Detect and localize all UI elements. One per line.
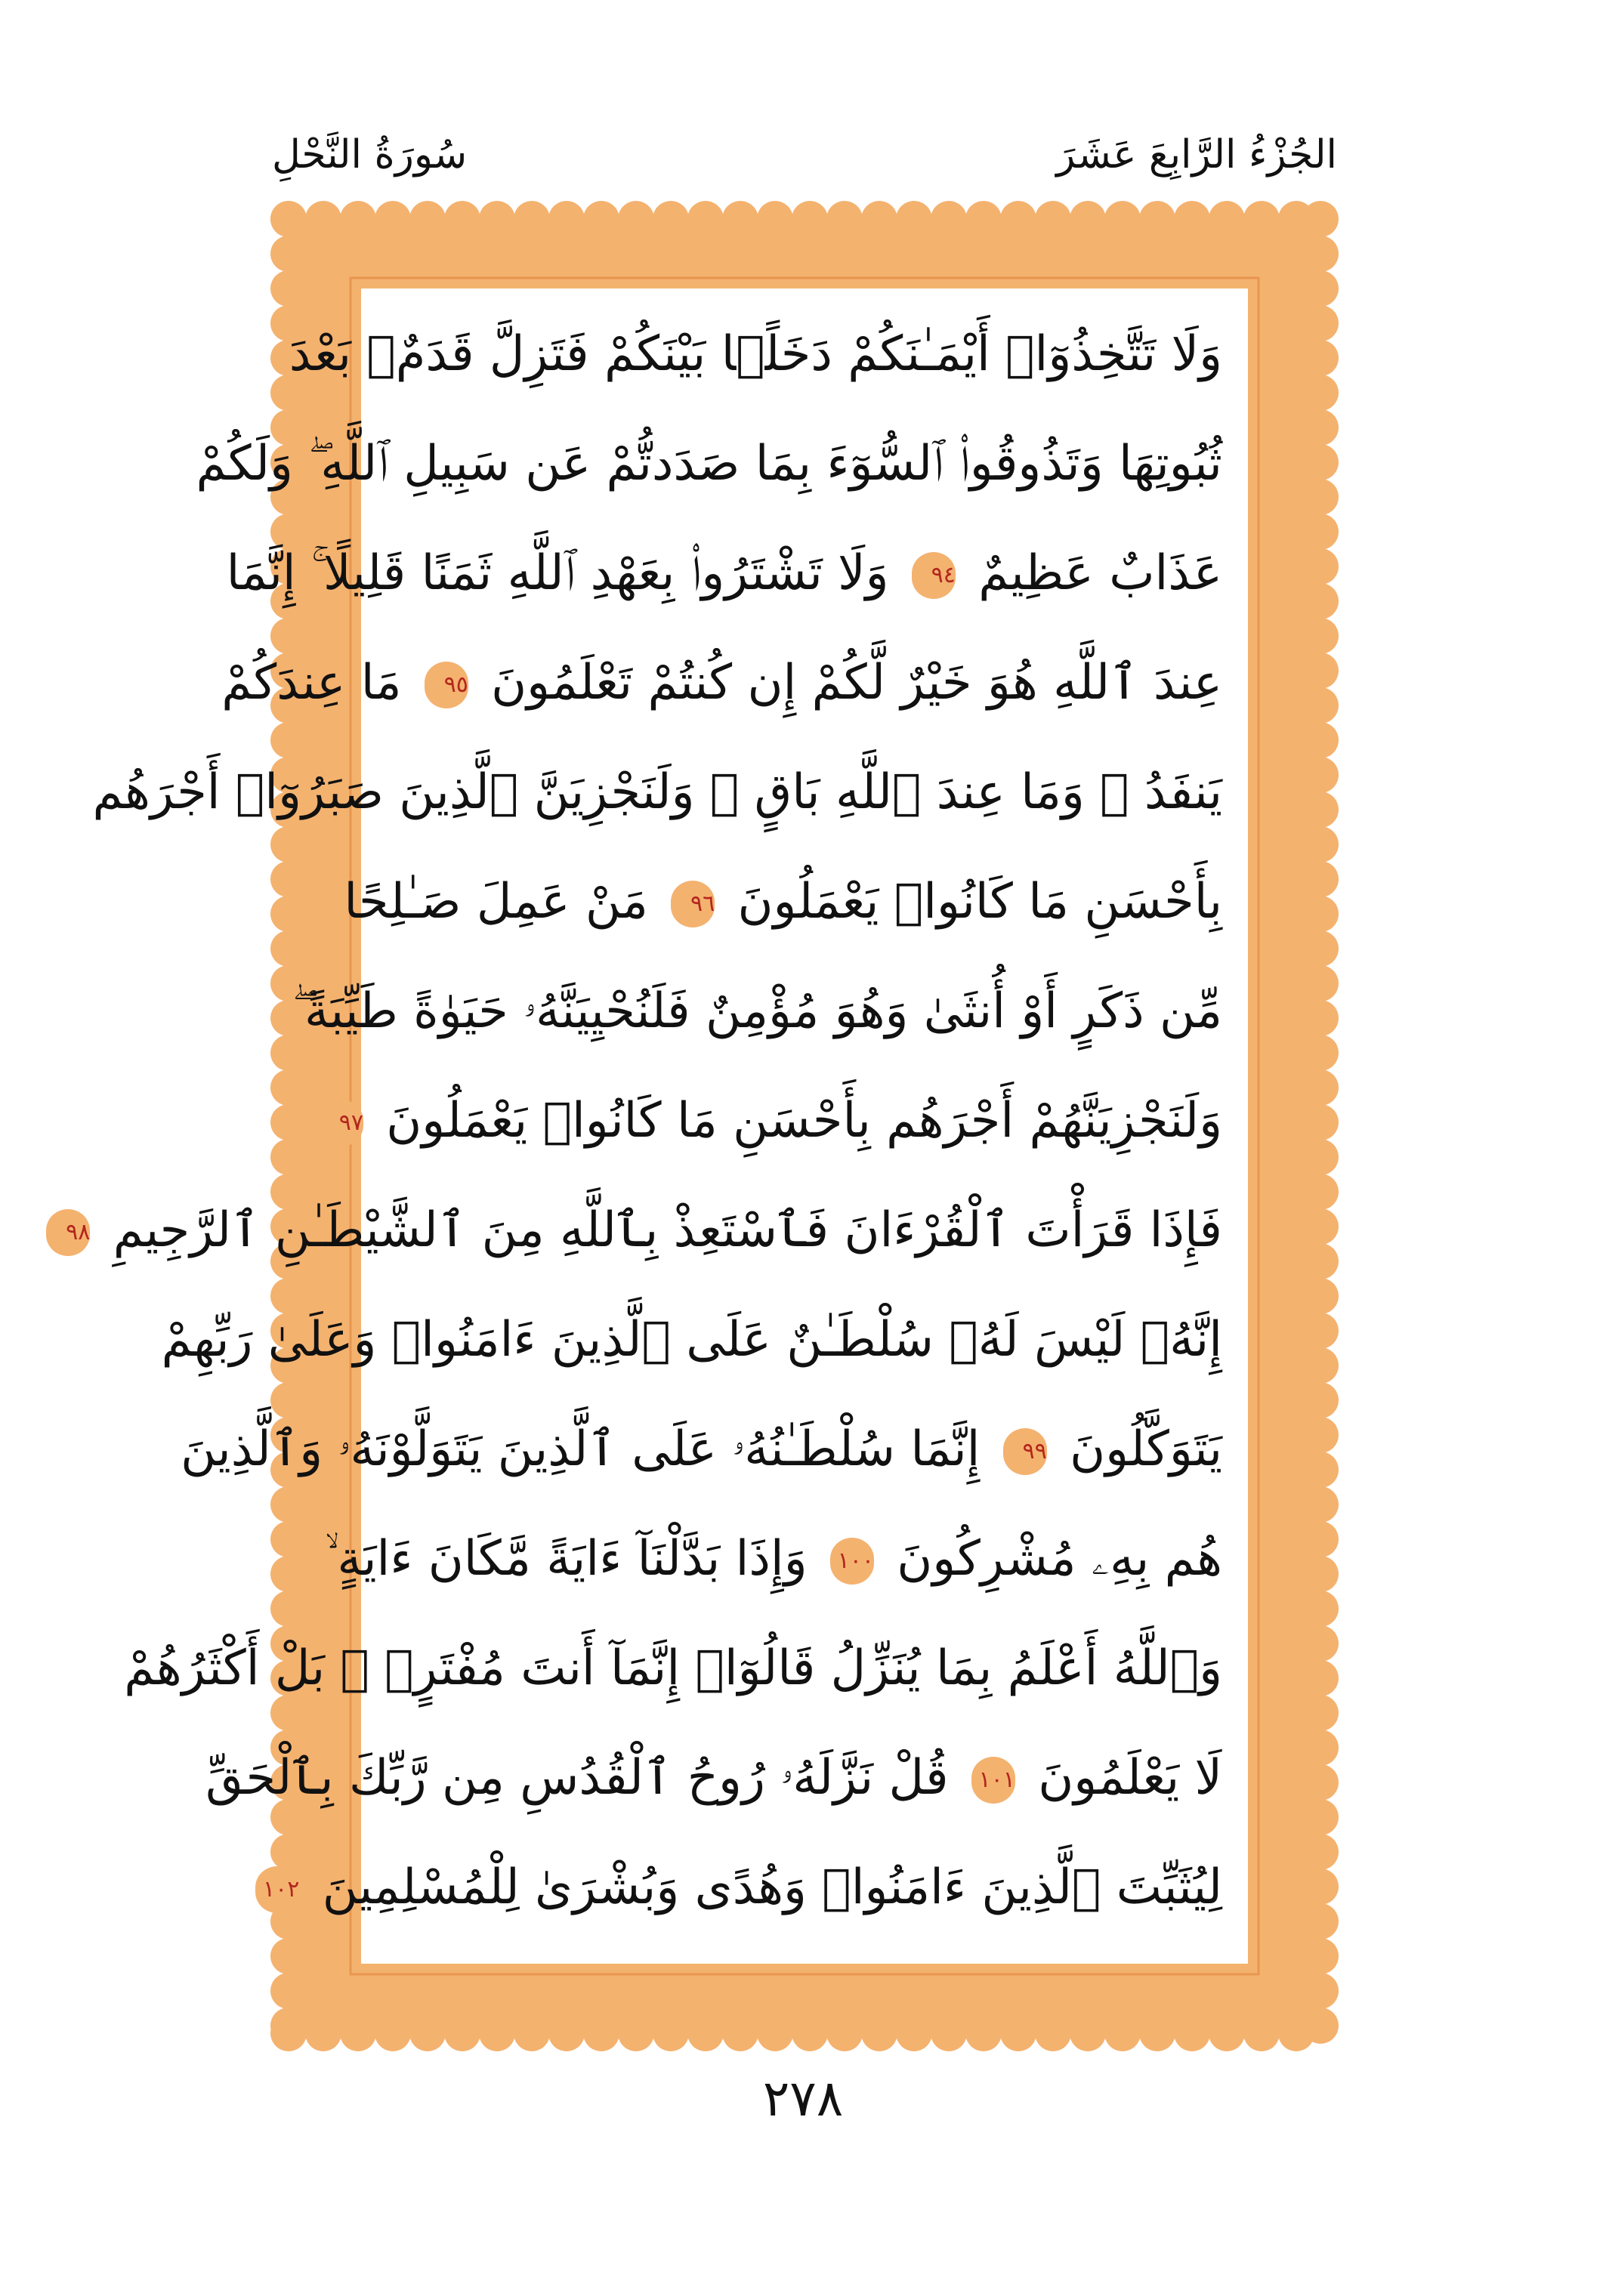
- surah-title: سُورَةُ النَّحْلِ: [272, 132, 468, 177]
- verse-text: يَتَوَكَّلُونَ: [1070, 1421, 1222, 1477]
- verse-text: وَلَا تَشْتَرُوا۟ بِعَهْدِ ٱللَّهِ ثَمَنًا قَلِيلًا ۚ إِنَّمَا: [226, 545, 889, 601]
- verse-line: [196, 415, 1222, 513]
- verse-text: وَٱللَّهُ أَعْلَمُ بِمَا يُنَزِّلُ قَالُوٓا۟ إِنَّمَآ أَنتَ مُفْتَرٍۭ ۚ بَلْ أَكْثَرُهُمْ: [124, 1640, 1222, 1696]
- verse-line: [92, 743, 1222, 841]
- verse-line: [325, 1510, 1222, 1608]
- verse-text: بِأَحْسَنِ مَا كَانُوا۟ يَعْمَلُونَ: [737, 874, 1222, 930]
- verse-text: عَذَابٌ عَظِيمٌ: [978, 545, 1222, 601]
- verse-text: إِنَّهُۥ لَيْسَ لَهُۥ سُلْطَـٰنٌ عَلَى ٱلَّذِينَ ءَامَنُوا۟ وَعَلَىٰ رَبِّهِمْ: [161, 1312, 1222, 1368]
- verse-text: وَلَنَجْزِيَنَّهُمْ أَجْرَهُم بِأَحْسَنِ مَا كَانُوا۟ يَعْمَلُونَ: [386, 1093, 1222, 1149]
- page-number: ٢٧٨: [762, 2069, 844, 2128]
- verse-text: إِنَّمَا سُلْطَـٰنُهُۥ عَلَى ٱلَّذِينَ يَتَوَلَّوْنَهُۥ وَٱلَّذِينَ: [181, 1421, 981, 1477]
- verse-line: [292, 962, 1222, 1060]
- verse-text: قُلْ نَزَّلَهُۥ رُوحُ ٱلْقُدُسِ مِن رَّبِّكَ بِٱلْحَقِّ: [205, 1750, 949, 1806]
- verse-text: مِّن ذَكَرٍ أَوْ أُنثَىٰ وَهُوَ مُؤْمِنٌ فَلَنُحْيِيَنَّهُۥ حَيَوٰةً طَيِّبَةً ۖ: [292, 983, 1222, 1039]
- verse-line: [338, 1072, 1222, 1170]
- ayah-number-marker: ٩٥: [425, 662, 468, 708]
- quran-text-panel: [66, 289, 1248, 1964]
- verse-text: لَا يَعْلَمُونَ: [1038, 1750, 1222, 1806]
- verse-text: عِندَ ٱللَّهِ هُوَ خَيْرٌ لَّكُمْ إِن كُنتُمْ تَعْلَمُونَ: [491, 655, 1222, 711]
- verse-line: [344, 853, 1222, 951]
- verse-text: وَلَا تَتَّخِذُوٓا۟ أَيْمَـٰنَكُمْ دَخَلًۢا بَيْنَكُمْ فَتَزِلَّ قَدَمٌۢ بَعْدَ: [289, 326, 1222, 382]
- ayah-number-marker: ٩٩: [1003, 1428, 1047, 1475]
- verse-text: مَا عِندَكُمْ: [221, 655, 402, 711]
- ayah-number-marker: ١٠٠: [830, 1538, 874, 1585]
- verse-line: [66, 1181, 1222, 1279]
- verse-line: [289, 305, 1222, 403]
- verse-text: ثُبُوتِهَا وَتَذُوقُوا۟ ٱلسُّوٓءَ بِمَا صَدَدتُّمْ عَن سَبِيلِ ٱللَّهِ ۖ وَلَكُمْ: [196, 436, 1222, 492]
- verse-text: مَنْ عَمِلَ صَـٰلِحًا: [344, 874, 648, 930]
- verse-text: هُم بِهِۦ مُشْرِكُونَ: [897, 1531, 1222, 1587]
- verse-text: لِيُثَبِّتَ ٱلَّذِينَ ءَامَنُوا۟ وَهُدًى وَبُشْرَىٰ لِلْمُسْلِمِينَ: [322, 1859, 1222, 1915]
- ayah-number-marker: ١٠١: [971, 1757, 1015, 1804]
- verse-line: [221, 634, 1222, 732]
- ayah-number-marker: ٩٦: [671, 881, 715, 927]
- juz-title: الجُزْءُ الرَّابِعَ عَشَرَ: [1056, 132, 1337, 177]
- verse-text: يَنفَدُ ۖ وَمَا عِندَ ٱللَّهِ بَاقٍ ۗ وَلَنَجْزِيَنَّ ٱلَّذِينَ صَبَرُوٓا۟ أَجْرَهُم: [92, 764, 1222, 820]
- verse-line: [181, 1400, 1222, 1498]
- ayah-number-marker: ٩٨: [46, 1209, 90, 1256]
- page-header: [272, 113, 1337, 196]
- verse-line: [161, 1291, 1222, 1389]
- verse-line: [205, 1729, 1222, 1827]
- verse-text: فَإِذَا قَرَأْتَ ٱلْقُرْءَانَ فَٱسْتَعِذْ بِٱللَّهِ مِنَ ٱلشَّيْطَـٰنِ ٱلرَّجِيمِ: [113, 1202, 1222, 1258]
- verse-text: وَإِذَا بَدَّلْنَآ ءَايَةً مَّكَانَ ءَايَةٍ ۙ: [325, 1531, 808, 1587]
- verse-line: [226, 524, 1222, 622]
- ayah-number-marker: ٩٤: [912, 552, 956, 599]
- ayah-number-marker: ١٠٢: [255, 1866, 299, 1913]
- verse-line: [124, 1619, 1222, 1717]
- verse-line: [263, 1838, 1222, 1936]
- ayah-number-marker: ٩٧: [320, 1100, 363, 1146]
